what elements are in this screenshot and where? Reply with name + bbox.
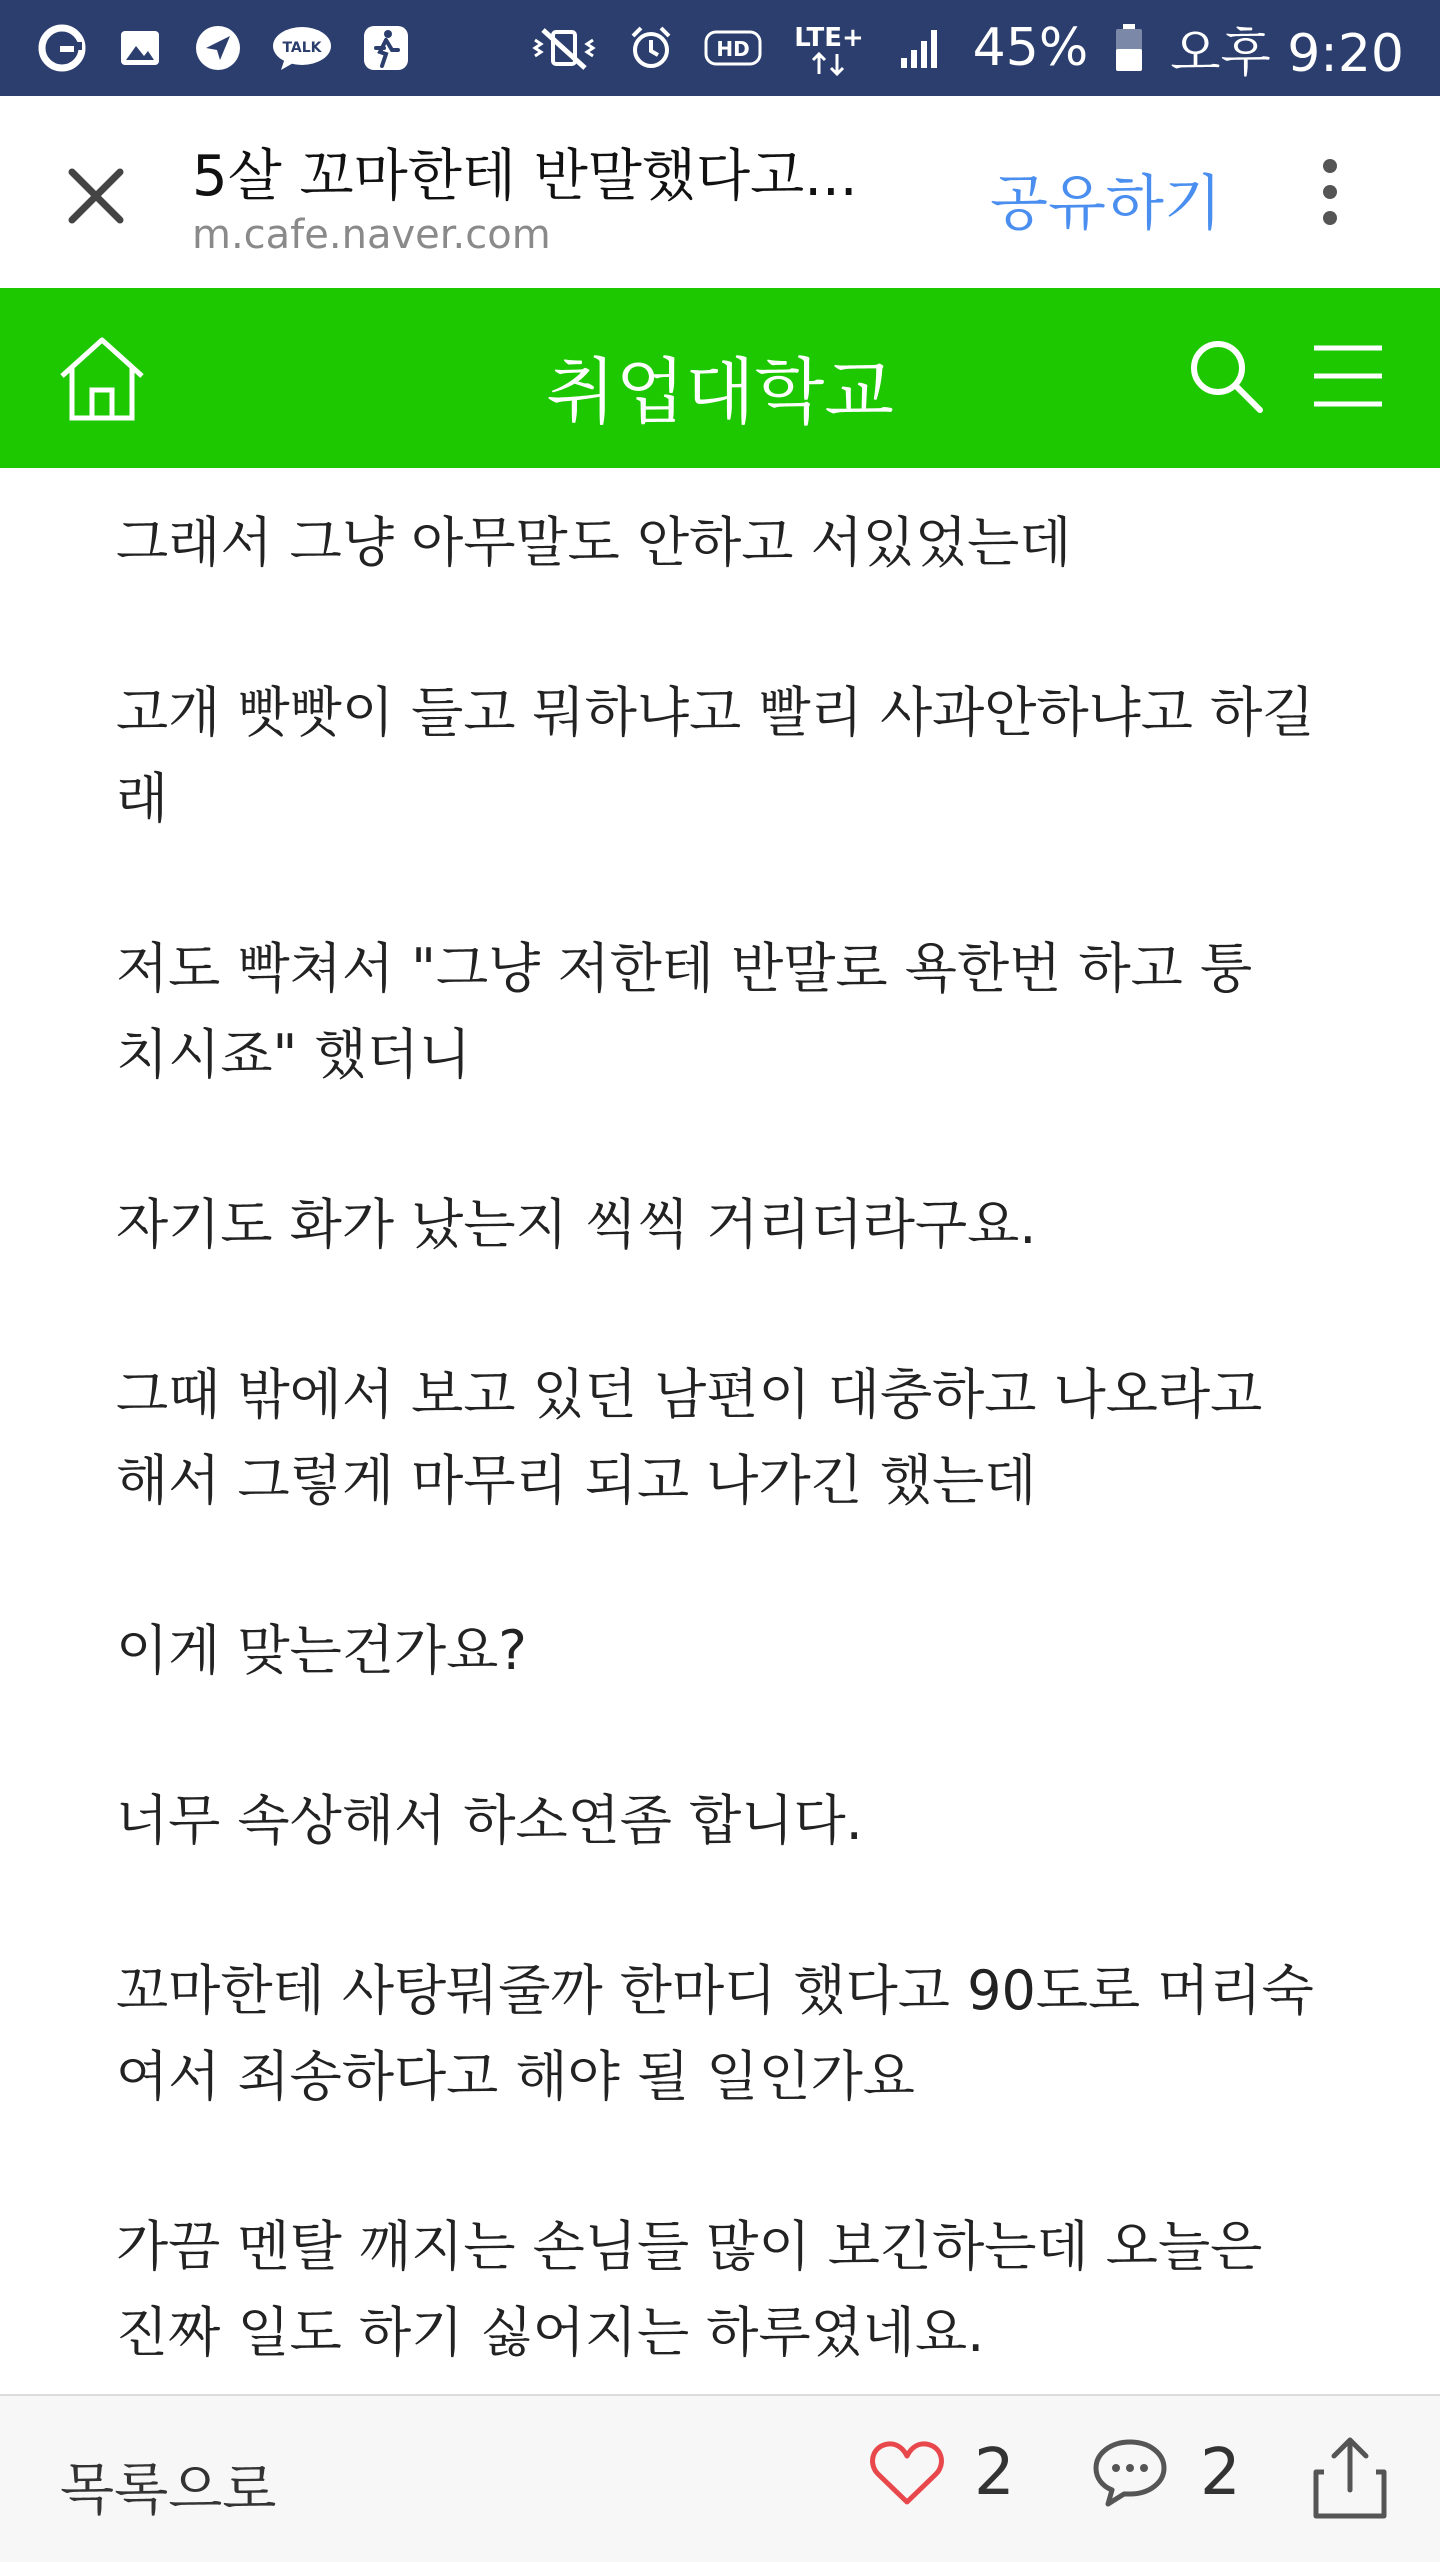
article-paragraph: 저도 빡쳐서 "그냥 저한테 반말로 욕한번 하고 퉁 치시죠" 했더니 bbox=[116, 937, 1253, 1086]
gallery-icon bbox=[114, 22, 166, 74]
share-icon bbox=[1310, 2436, 1390, 2520]
article-paragraph: 이게 맞는건가요? bbox=[116, 1619, 527, 1682]
article-paragraph: 그때 밖에서 보고 있던 남편이 대충하고 나오라고 해서 그렇게 마무리 되고 나가긴 했는데 bbox=[116, 1363, 1263, 1512]
share-button[interactable]: 공유하기 bbox=[990, 169, 1222, 239]
search-icon bbox=[1186, 336, 1266, 416]
page-title: 5살 꼬마한테 반말했다고... bbox=[192, 144, 858, 209]
hd-label: HD bbox=[715, 37, 750, 61]
article-paragraph: 꼬마한테 사탕뭐줄까 한마디 했다고 90도로 머리숙 여서 죄송하다고 해야 될 일인가요 bbox=[116, 1959, 1314, 2108]
share-article-button[interactable] bbox=[1310, 2436, 1390, 2520]
battery-percent: 45% bbox=[972, 18, 1089, 78]
article-paragraph: 너무 속상해서 하소연좀 합니다. bbox=[116, 1789, 863, 1852]
hamburger-menu-icon bbox=[1310, 338, 1386, 414]
lte-icon bbox=[789, 22, 869, 74]
heart-icon bbox=[870, 2440, 944, 2506]
cafe-header bbox=[0, 288, 1440, 468]
talk-label: TALK bbox=[282, 40, 322, 56]
navigation-icon bbox=[192, 22, 244, 74]
status-right-icons bbox=[529, 11, 1404, 86]
walking-icon bbox=[360, 22, 412, 74]
article-paragraph: 고개 빳빳이 들고 뭐하냐고 빨리 사과안하냐고 하길 래 bbox=[116, 681, 1315, 830]
hd-icon bbox=[703, 22, 763, 74]
signal-icon bbox=[895, 22, 947, 74]
vibrate-mute-icon bbox=[529, 22, 599, 74]
more-options-button[interactable] bbox=[1300, 152, 1360, 232]
alarm-icon bbox=[625, 22, 677, 74]
close-button[interactable] bbox=[56, 156, 136, 236]
menu-button[interactable] bbox=[1310, 338, 1386, 414]
clock: 오후 9:20 bbox=[1170, 23, 1404, 84]
article-body bbox=[116, 500, 1336, 2460]
more-vert-icon bbox=[1323, 159, 1337, 173]
network-label: LTE+ bbox=[793, 23, 864, 53]
bottom-action-bar bbox=[0, 2394, 1440, 2562]
status-bar bbox=[0, 0, 1440, 96]
battery-icon bbox=[1114, 22, 1144, 74]
comment-icon bbox=[1090, 2436, 1170, 2510]
g-app-icon bbox=[36, 22, 88, 74]
like-button[interactable] bbox=[870, 2436, 1015, 2510]
comment-count: 2 bbox=[1200, 2436, 1241, 2510]
search-button[interactable] bbox=[1186, 336, 1266, 416]
cafe-name[interactable]: 취업대학교 bbox=[546, 350, 894, 434]
article-paragraph: 자기도 화가 났는지 씩씩 거리더라구요. bbox=[116, 1193, 1037, 1256]
article-paragraph: 가끔 멘탈 깨지는 손님들 많이 보긴하는데 오늘은 진짜 일도 하기 싫어지는 하루였네요. bbox=[116, 2215, 1263, 2364]
page-url: m.cafe.naver.com bbox=[192, 212, 551, 258]
back-to-list-button[interactable]: 목록으로 bbox=[60, 2458, 277, 2523]
status-left-icons bbox=[36, 22, 412, 74]
close-icon bbox=[64, 164, 128, 228]
article-paragraph: 그래서 그냥 아무말도 안하고 서있었는데 bbox=[116, 511, 1072, 574]
browser-toolbar bbox=[0, 96, 1440, 289]
kakaotalk-icon bbox=[270, 22, 334, 74]
comment-button[interactable] bbox=[1090, 2436, 1241, 2510]
like-count: 2 bbox=[974, 2436, 1015, 2510]
